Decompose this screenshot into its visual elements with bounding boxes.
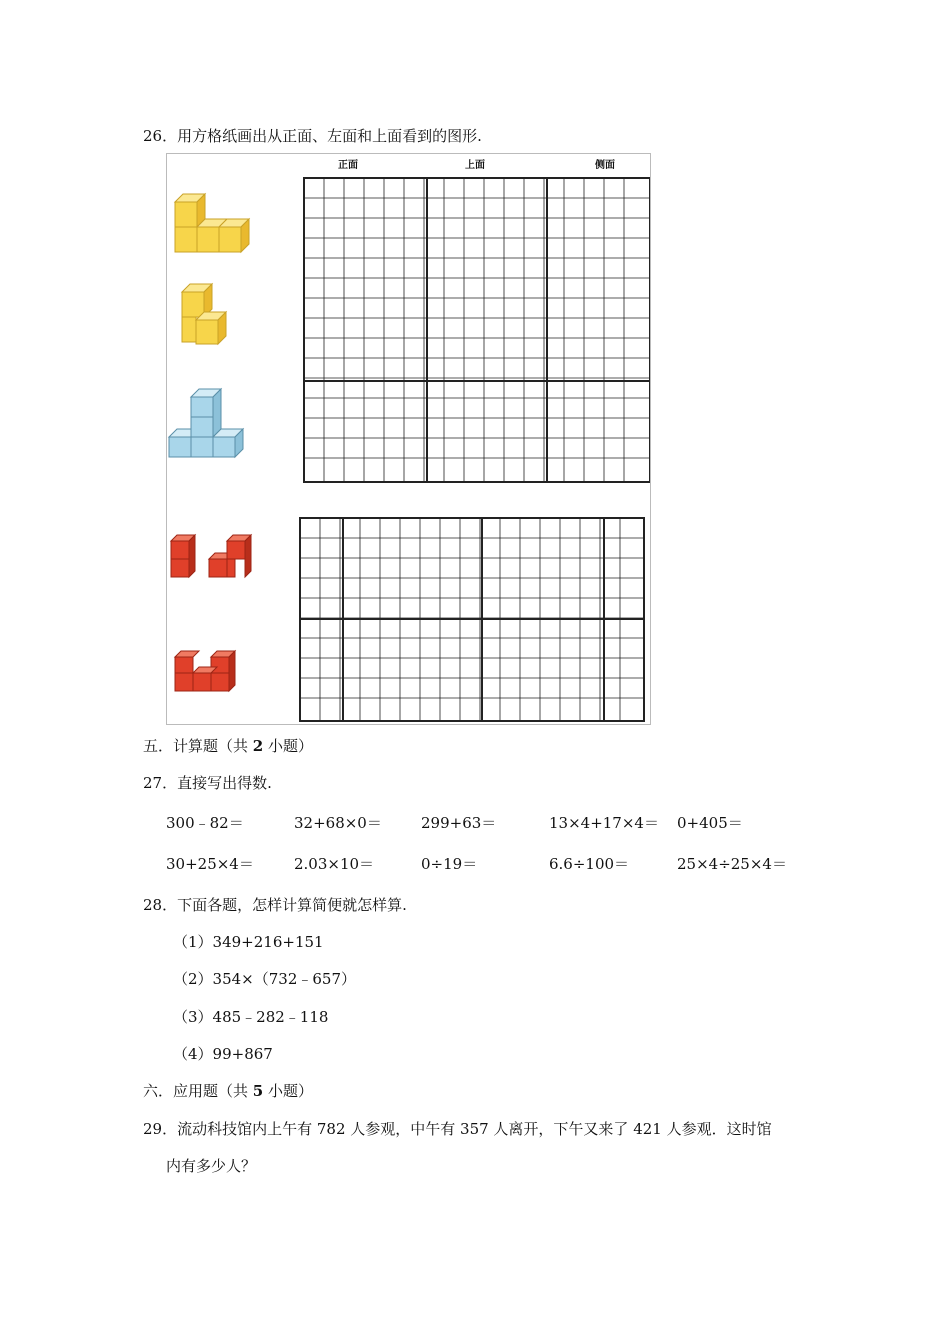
question-number: 26．: [143, 127, 178, 145]
sub-question: （3）485﹣282﹣118: [173, 1008, 329, 1026]
calc-item: 0÷19＝: [421, 855, 478, 873]
question-text: 直接写出得数.: [177, 774, 272, 792]
calc-item: 299+63＝: [421, 814, 497, 832]
red-u-shape: [175, 651, 235, 691]
question-text: 下面各题，怎样计算简便就怎样算.: [177, 896, 407, 914]
calc-item: 2.03×10＝: [294, 855, 375, 873]
grid-label-top: 上面: [465, 160, 485, 171]
grid-paper-2: [300, 518, 644, 721]
question-number: 27．: [143, 774, 178, 792]
cube-views-figure: [166, 153, 651, 725]
question-text: 用方格纸画出从正面、左面和上面看到的图形.: [177, 127, 482, 145]
calc-item: 30+25×4＝: [166, 855, 254, 873]
section-5-heading: 五．计算题（共 2 小题）: [143, 737, 313, 755]
figure-drawing: [167, 154, 650, 724]
question-number: 29．: [143, 1120, 178, 1138]
red-two-part-shape: [171, 535, 251, 577]
calc-item: 13×4+17×4＝: [549, 814, 659, 832]
question-29: [143, 1118, 772, 1139]
question-29-line-2: 内有多少人？: [166, 1157, 257, 1175]
calc-item: 32+68×0＝: [294, 814, 382, 832]
grid-label-side: 侧面: [595, 160, 615, 171]
blue-t-shape: [169, 389, 243, 457]
sub-question: （1）349+216+151: [173, 933, 324, 951]
yellow-step-shape: [182, 284, 226, 344]
calc-item: 6.6÷100＝: [549, 855, 630, 873]
yellow-l-shape: [175, 194, 249, 252]
sub-question: （2）354×（732﹣657）: [173, 970, 357, 988]
sub-question: （4）99+867: [173, 1045, 273, 1063]
question-text-line-1: 流动科技馆内上午有 782 人参观，中午有 357 人离开，下午又来了 421 人参观．这时馆: [177, 1120, 772, 1138]
question-number: 28．: [143, 896, 178, 914]
calc-item: 25×4÷25×4＝: [677, 855, 787, 873]
grid-paper-1: [304, 178, 650, 482]
calc-item: 0+405＝: [677, 814, 743, 832]
question-28: [143, 894, 407, 915]
question-26: [143, 125, 482, 146]
question-27: [143, 772, 272, 793]
calc-item: 300﹣82＝: [166, 814, 244, 832]
section-6-heading: 六．应用题（共 5 小题）: [143, 1082, 313, 1100]
grid-label-front: 正面: [338, 160, 358, 171]
